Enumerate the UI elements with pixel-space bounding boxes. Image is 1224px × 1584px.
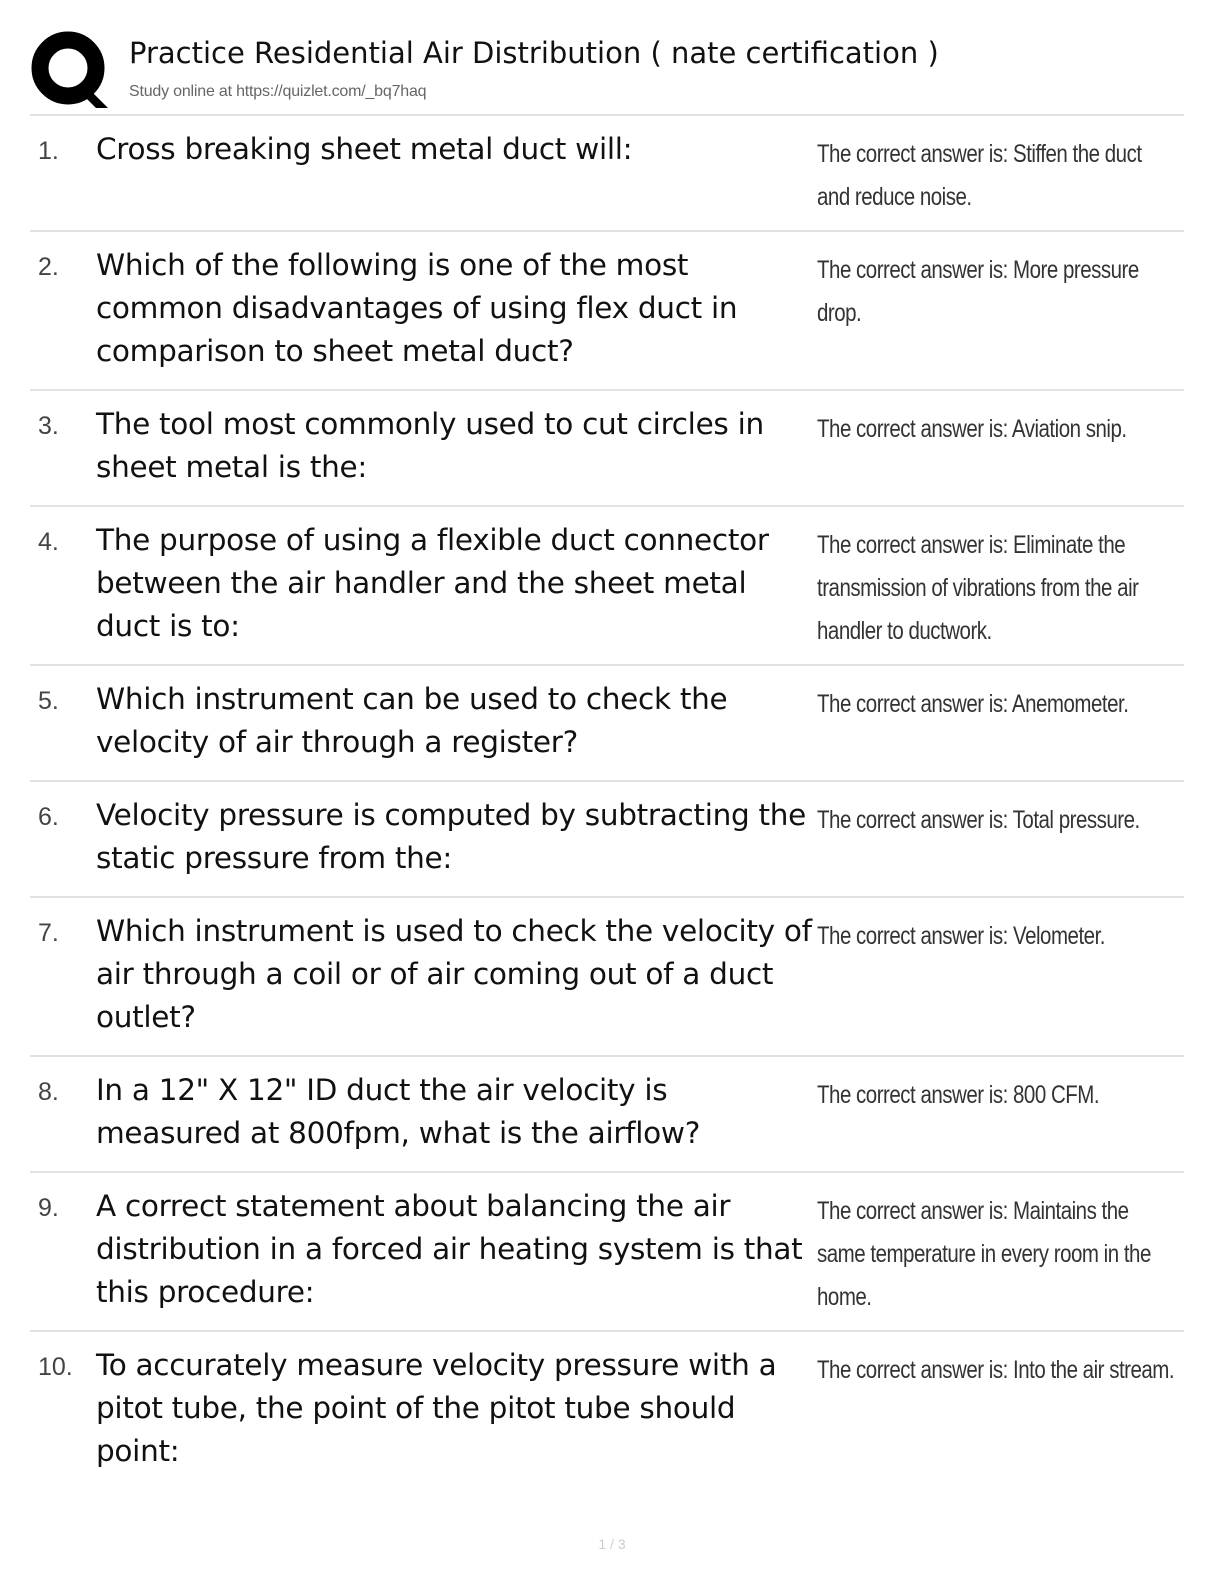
question-item <box>30 1173 1184 1332</box>
question-text: The purpose of using a flexible duct connector between the air handler and the sheet metal duct is to: <box>96 523 769 643</box>
question-item <box>30 898 1184 1057</box>
question-text: A correct statement about balancing the air distribution in a forced air heating system is that this procedure: <box>96 1189 803 1309</box>
question-number: 10. <box>38 1353 73 1381</box>
question-item <box>30 116 1184 232</box>
quizlet-q-logo-icon <box>30 30 110 110</box>
question-number: 6. <box>38 803 59 831</box>
answer-text: The correct answer is: Total pressure. <box>817 806 1140 834</box>
question-list <box>30 116 1184 1489</box>
answer-text: The correct answer is: Eliminate the transmission of vibrations from the air handler to ductwork. <box>817 531 1139 645</box>
question-number: 8. <box>38 1078 59 1106</box>
question-number: 2. <box>38 253 59 281</box>
question-item <box>30 666 1184 782</box>
page-number: 1 / 3 <box>598 1536 626 1552</box>
question-item <box>30 1057 1184 1173</box>
question-text: Which instrument can be used to check the velocity of air through a register? <box>96 682 728 759</box>
question-text: The tool most commonly used to cut circles in sheet metal is the: <box>96 407 764 484</box>
question-number: 9. <box>38 1194 59 1222</box>
question-text: Cross breaking sheet metal duct will: <box>96 132 633 166</box>
answer-text: The correct answer is: Stiffen the duct and reduce noise. <box>817 140 1142 211</box>
answer-text: The correct answer is: Maintains the same temperature in every room in the home. <box>817 1197 1151 1311</box>
question-text: In a 12" X 12" ID duct the air velocity is measured at 800fpm, what is the airflow? <box>96 1073 701 1150</box>
question-item <box>30 1332 1184 1489</box>
document-title: Practice Residential Air Distribution ( nate certification ) <box>129 36 939 70</box>
answer-text: The correct answer is: 800 CFM. <box>817 1081 1100 1109</box>
question-text: Which instrument is used to check the velocity of air through a coil or of air coming out of a duct outlet? <box>96 914 812 1034</box>
page-header <box>30 26 1184 116</box>
question-number: 5. <box>38 687 59 715</box>
study-online-link[interactable]: Study online at https://quizlet.com/_bq7haq <box>129 83 427 100</box>
answer-text: The correct answer is: Anemometer. <box>817 690 1129 718</box>
question-item <box>30 507 1184 666</box>
question-text: Velocity pressure is computed by subtracting the static pressure from the: <box>96 798 807 875</box>
answer-text: The correct answer is: Into the air stream. <box>817 1356 1175 1384</box>
question-item <box>30 232 1184 391</box>
question-number: 7. <box>38 919 59 947</box>
question-item <box>30 782 1184 898</box>
question-text: To accurately measure velocity pressure with a pitot tube, the point of the pitot tube should point: <box>96 1348 777 1468</box>
answer-text: The correct answer is: More pressure drop. <box>817 256 1139 327</box>
answer-text: The correct answer is: Velometer. <box>817 922 1105 950</box>
answer-text: The correct answer is: Aviation snip. <box>817 415 1127 443</box>
question-text: Which of the following is one of the most common disadvantages of using flex duct in comparison to sheet metal duct? <box>96 248 738 368</box>
question-number: 3. <box>38 412 59 440</box>
question-item <box>30 391 1184 507</box>
question-number: 1. <box>38 137 59 165</box>
question-number: 4. <box>38 528 59 556</box>
